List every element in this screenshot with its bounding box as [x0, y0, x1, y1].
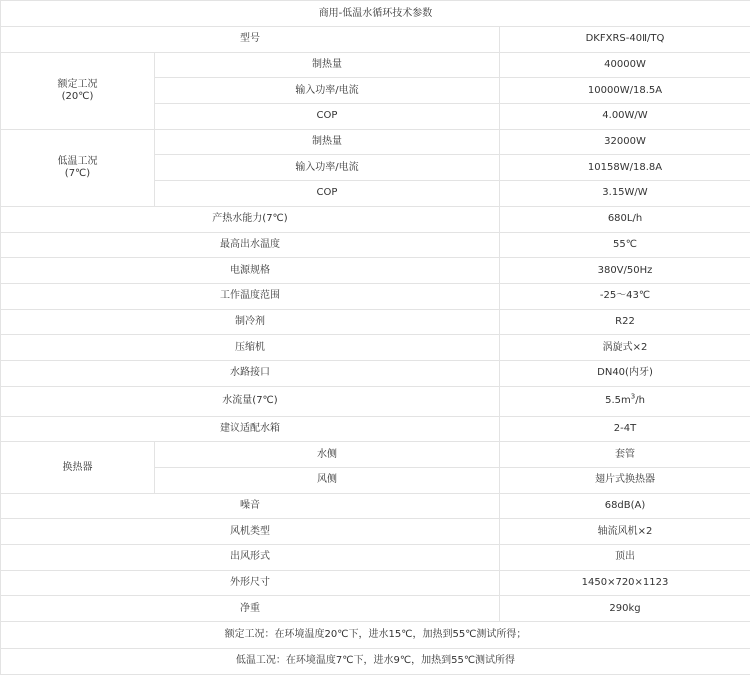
row-label: 建议适配水箱 [1, 416, 500, 442]
row-label: 水流量(7℃) [1, 386, 500, 416]
table-row [1, 545, 750, 571]
row-label: 产热水能力(7℃) [1, 206, 500, 232]
row-value: 2-4T [500, 416, 750, 442]
row-value: 55℃ [500, 232, 750, 258]
rated-condition-group [1, 52, 155, 129]
note-row [1, 648, 750, 675]
table-row [1, 52, 750, 78]
table-row [1, 129, 750, 155]
row-value: 套管 [500, 442, 750, 468]
row-value: 翅片式换热器 [500, 468, 750, 494]
group-sublabel: (20℃) [1, 91, 154, 103]
group-label: 低温工况 [1, 156, 154, 168]
table-row [1, 309, 750, 335]
row-label: 压缩机 [1, 335, 500, 361]
row-label: 型号 [1, 27, 500, 53]
row-value [500, 386, 750, 416]
table-row [1, 596, 750, 622]
note-row [1, 622, 750, 649]
row-label: 输入功率/电流 [155, 155, 500, 181]
table-row [1, 335, 750, 361]
row-value: 380V/50Hz [500, 258, 750, 284]
row-value: DKFXRS-40Ⅱ/TQ [500, 27, 750, 53]
row-label: 水路接口 [1, 360, 500, 386]
row-value: 轴流风机×2 [500, 519, 750, 545]
row-value: 1450×720×1123 [500, 570, 750, 596]
table-row [1, 386, 750, 416]
row-value: 680L/h [500, 206, 750, 232]
table-row [1, 570, 750, 596]
row-label: 外形尺寸 [1, 570, 500, 596]
table-row [1, 27, 750, 53]
table-row [1, 258, 750, 284]
row-label: 制热量 [155, 129, 500, 155]
table-row [1, 206, 750, 232]
table-row [1, 493, 750, 519]
row-value: R22 [500, 309, 750, 335]
row-value: 3.15W/W [500, 181, 750, 207]
table-row [1, 442, 750, 468]
table-row [1, 360, 750, 386]
row-value: 10158W/18.8A [500, 155, 750, 181]
row-label: COP [155, 104, 500, 130]
row-value: 顶出 [500, 545, 750, 571]
row-value: 32000W [500, 129, 750, 155]
row-label: 风侧 [155, 468, 500, 494]
footnote-rated: 额定工况：在环境温度20℃下，进水15℃，加热到55℃测试所得； [1, 622, 750, 649]
flow-unit: /h [635, 395, 645, 406]
row-label: 出风形式 [1, 545, 500, 571]
row-value: 涡旋式×2 [500, 335, 750, 361]
row-label: 噪音 [1, 493, 500, 519]
row-value: 4.00W/W [500, 104, 750, 130]
row-value: DN40(内牙) [500, 360, 750, 386]
row-value: 40000W [500, 52, 750, 78]
row-label: 工作温度范围 [1, 283, 500, 309]
row-label: 风机类型 [1, 519, 500, 545]
row-label: 最高出水温度 [1, 232, 500, 258]
row-label: 制冷剂 [1, 309, 500, 335]
flow-exponent: 3 [631, 393, 635, 401]
row-label: 净重 [1, 596, 500, 622]
group-sublabel: (7℃) [1, 168, 154, 180]
footnote-low-temp: 低温工况：在环境温度7℃下，进水9℃，加热到55℃测试所得 [1, 648, 750, 675]
row-label: 电源规格 [1, 258, 500, 284]
row-value: 290kg [500, 596, 750, 622]
row-value: 10000W/18.5A [500, 78, 750, 104]
table-row [1, 283, 750, 309]
row-label: 制热量 [155, 52, 500, 78]
low-temp-condition-group [1, 129, 155, 206]
row-value: -25～43℃ [500, 283, 750, 309]
row-label: 水侧 [155, 442, 500, 468]
table-row [1, 519, 750, 545]
row-value: 68dB(A) [500, 493, 750, 519]
group-label: 额定工况 [1, 79, 154, 91]
flow-value: 5.5m [605, 395, 631, 406]
table-row [1, 416, 750, 442]
row-label: 输入功率/电流 [155, 78, 500, 104]
heat-exchanger-group: 换热器 [1, 442, 155, 493]
table-title: 商用-低温水循环技术参数 [1, 1, 750, 27]
table-row [1, 232, 750, 258]
row-label: COP [155, 181, 500, 207]
